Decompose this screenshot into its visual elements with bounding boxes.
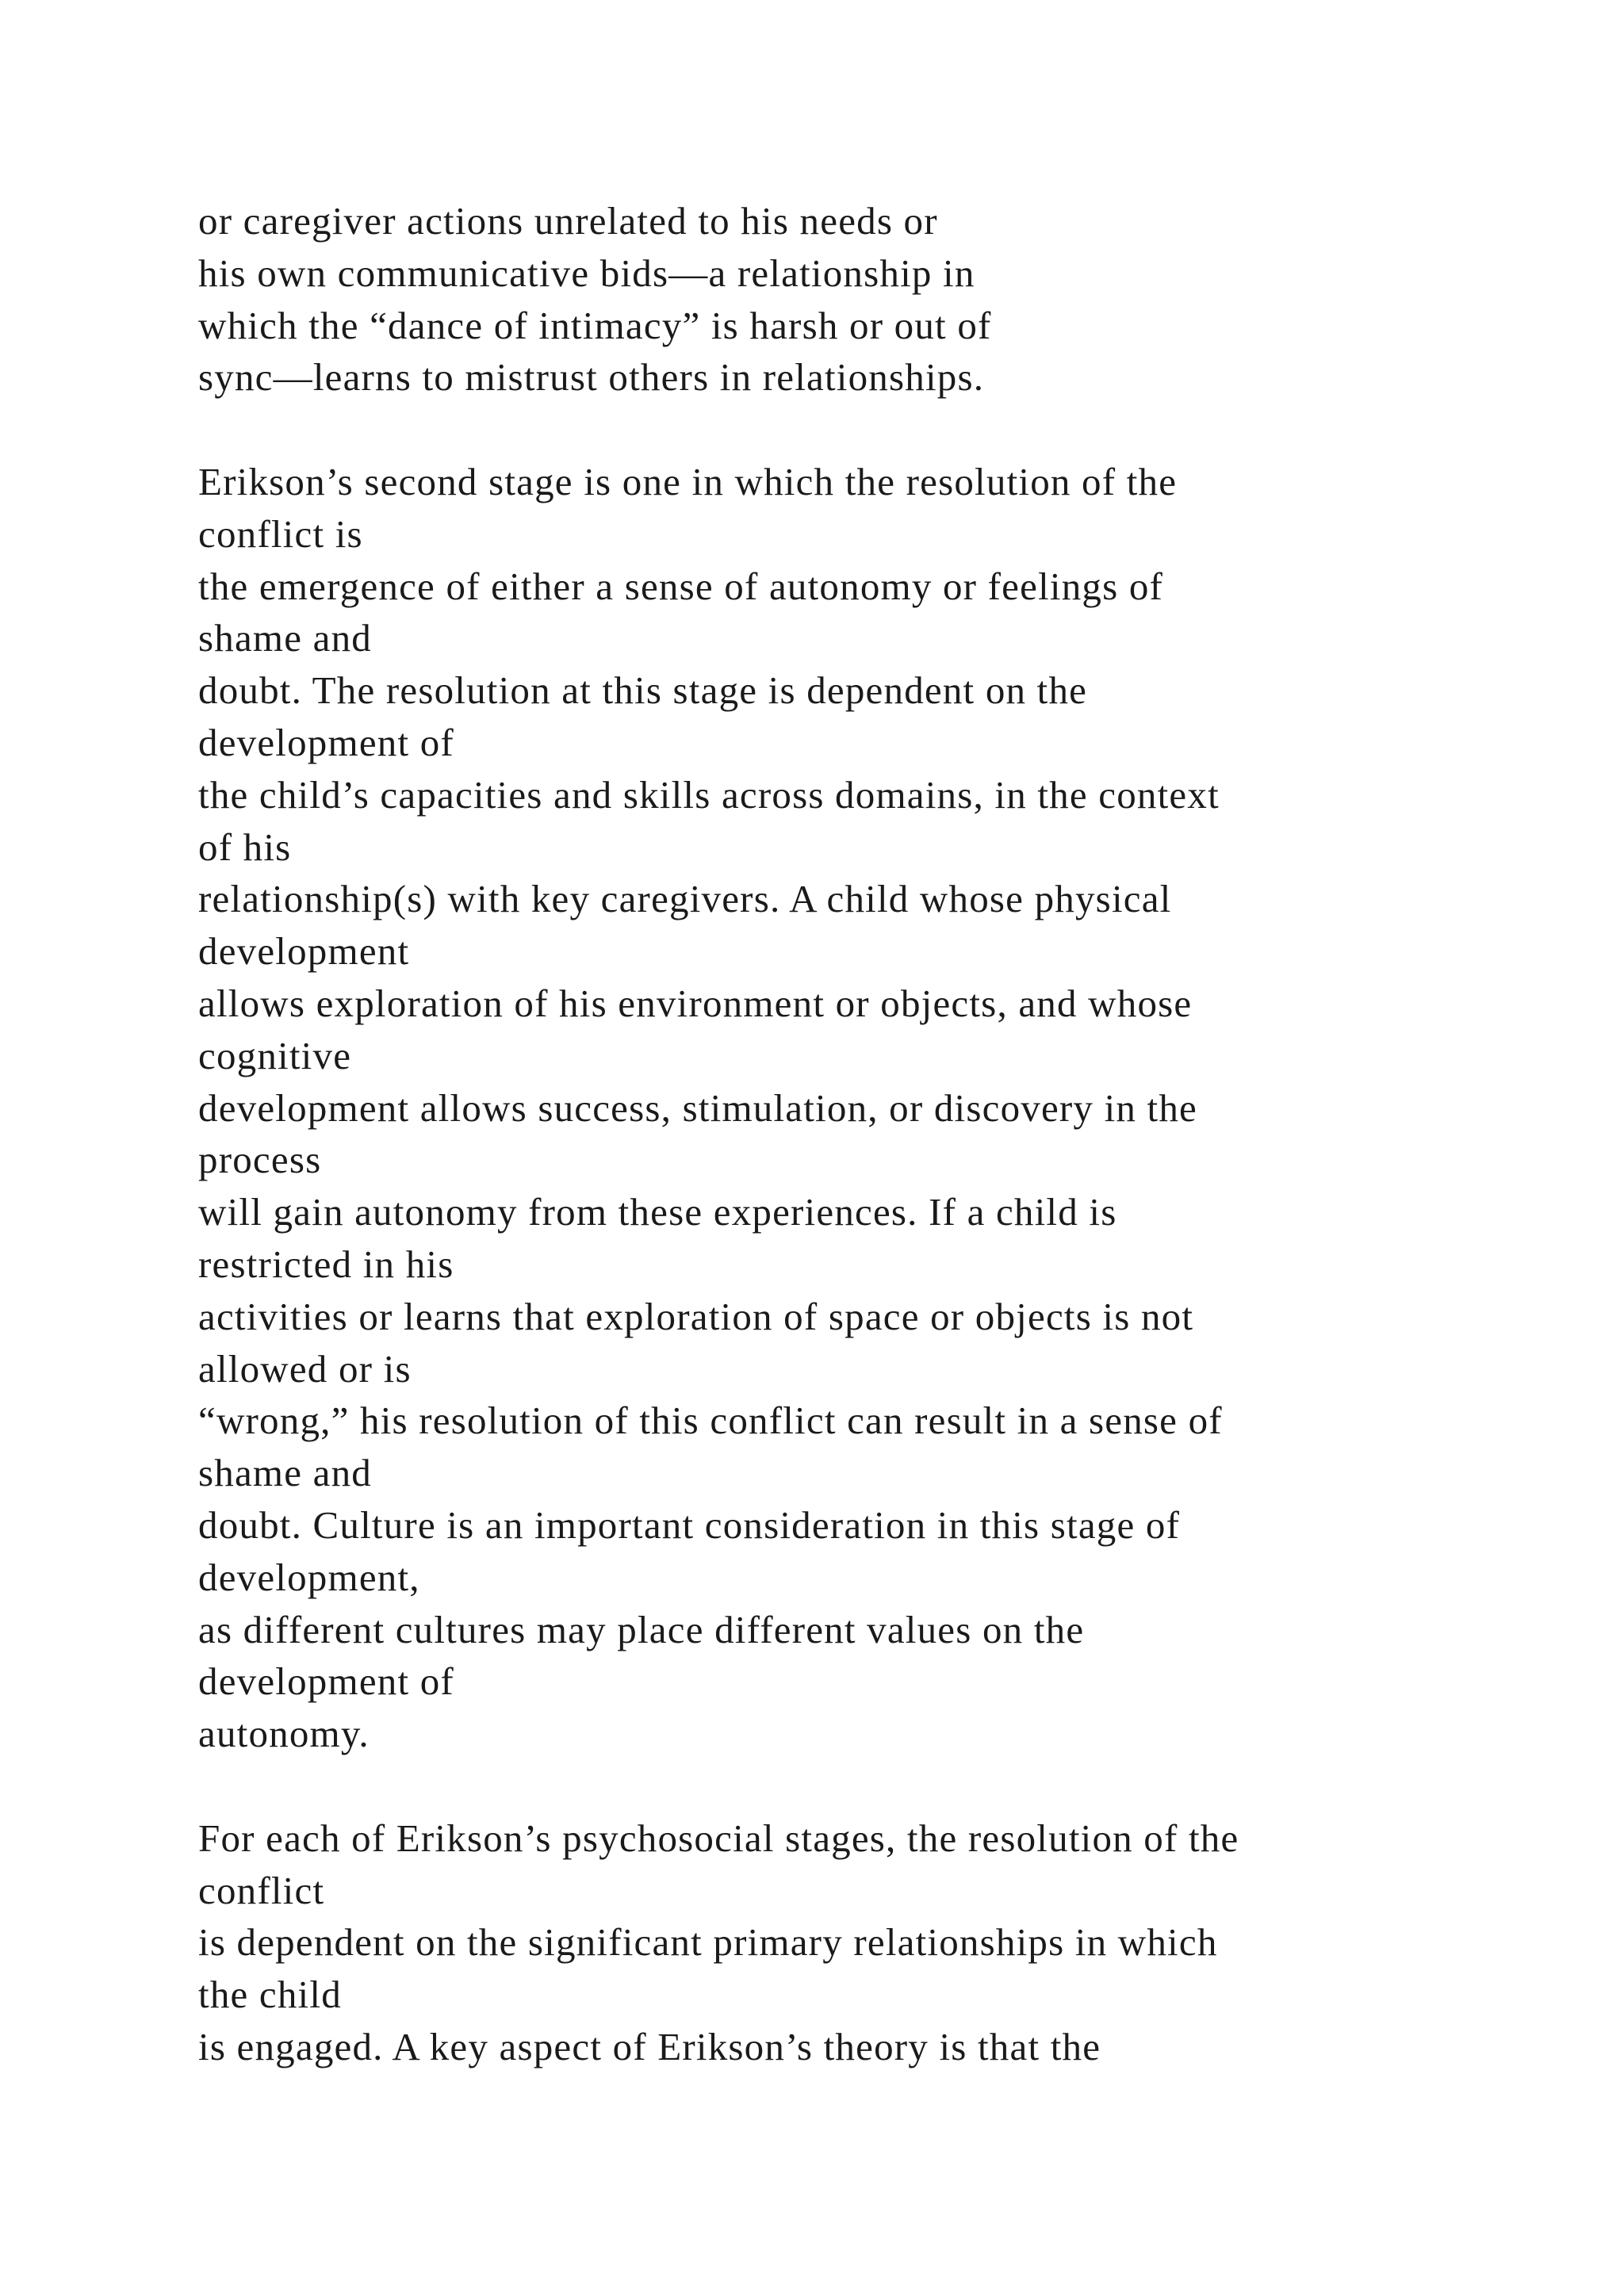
text-line: doubt. Culture is an important consideration in this stage of	[198, 1502, 1181, 1547]
text-line: or caregiver actions unrelated to his needs or	[198, 199, 938, 243]
text-line: the emergence of either a sense of autonomy or feelings of	[198, 564, 1164, 608]
text-line: development of	[198, 1659, 454, 1704]
text-line: conflict is	[198, 511, 363, 556]
text-line: development of	[198, 720, 454, 764]
text-line: process	[198, 1138, 322, 1182]
text-line: Erikson’s second stage is one in which the resolution of the	[198, 459, 1178, 503]
text-line: is engaged. A key aspect of Erikson’s theory is that the	[198, 2024, 1101, 2068]
text-line: autonomy.	[198, 1712, 370, 1756]
text-line: development,	[198, 1555, 420, 1599]
text-line: is dependent on the significant primary relationships in which	[198, 1920, 1218, 1965]
text-line: his own communicative bids—a relationship in	[198, 251, 975, 295]
text-line: which the “dance of intimacy” is harsh or out of	[198, 303, 992, 347]
text-line: conflict	[198, 1868, 325, 1912]
text-line: development	[198, 929, 410, 974]
text-line: shame and	[198, 616, 372, 660]
text-line: restricted in his	[198, 1242, 454, 1286]
paragraph-psychosocial-stages	[198, 1812, 1507, 2073]
text-line: sync—learns to mistrust others in relationships.	[198, 355, 985, 400]
body-text	[198, 195, 1507, 2125]
paragraph-trust-mistrust	[198, 195, 1507, 404]
text-line: cognitive	[198, 1033, 352, 1077]
paragraph-autonomy-shame	[198, 456, 1507, 1760]
text-line: activities or learns that exploration of space or objects is not	[198, 1294, 1194, 1338]
text-line: the child	[198, 1973, 342, 2017]
text-line: development allows success, stimulation, or discovery in the	[198, 1085, 1198, 1130]
text-line: For each of Erikson’s psychosocial stages, the resolution of the	[198, 1816, 1239, 1860]
text-line: allows exploration of his environment or objects, and whose	[198, 981, 1193, 1025]
text-line: as different cultures may place different values on the	[198, 1607, 1085, 1651]
text-line: relationship(s) with key caregivers. A child whose physical	[198, 877, 1172, 921]
text-line: will gain autonomy from these experiences. If a child is	[198, 1190, 1117, 1234]
text-line: the child’s capacities and skills across domains, in the context	[198, 772, 1220, 817]
text-line: “wrong,” his resolution of this conflict can result in a sense of	[198, 1399, 1223, 1443]
text-line: doubt. The resolution at this stage is dependent on the	[198, 668, 1088, 713]
text-line: of his	[198, 825, 292, 869]
text-line: allowed or is	[198, 1346, 412, 1391]
text-line: shame and	[198, 1451, 372, 1495]
